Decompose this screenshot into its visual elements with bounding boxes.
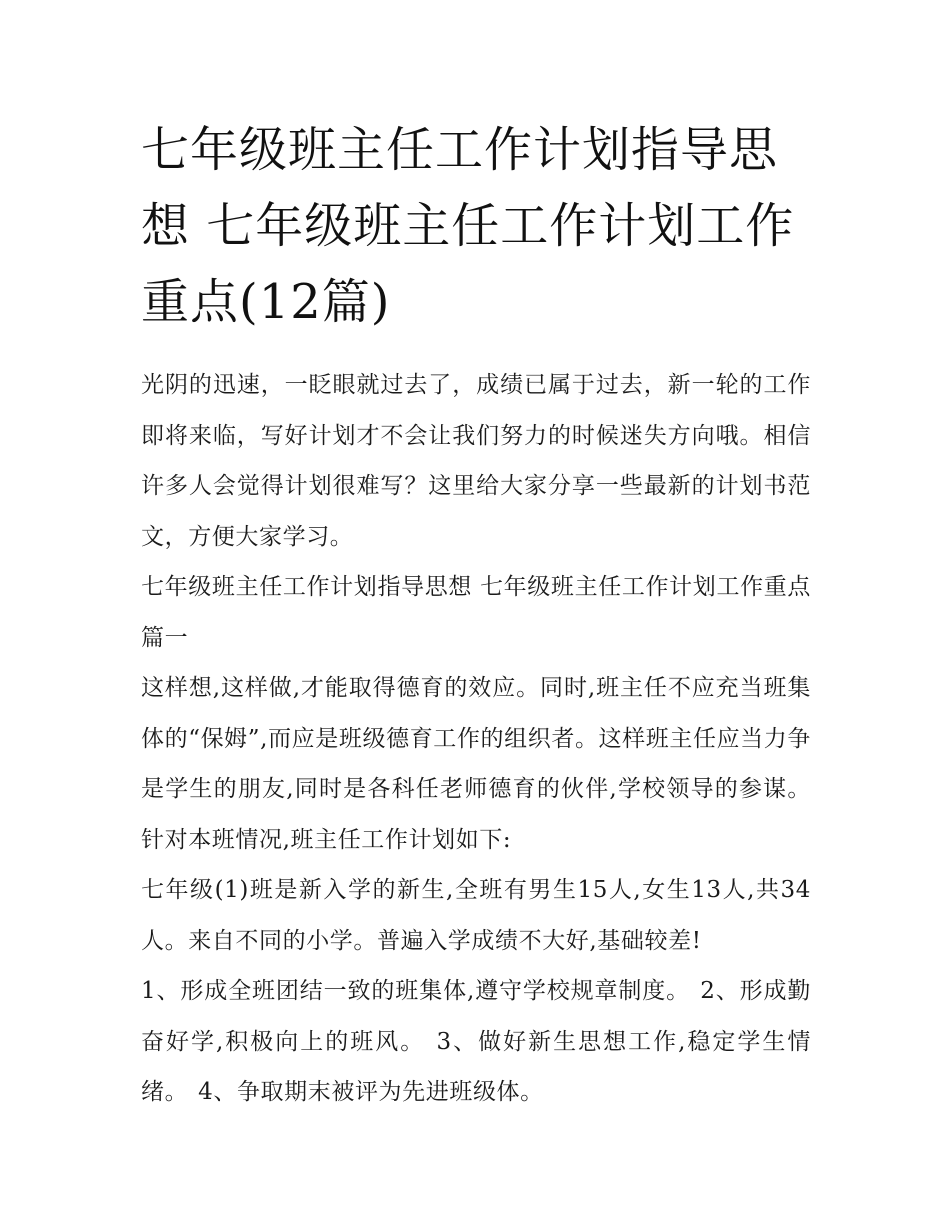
- section-heading: 七年级班主任工作计划指导思想 七年级班主任工作计划工作重点篇一: [141, 574, 811, 651]
- document-content: [141, 112, 811, 1118]
- intro-paragraph: 光阴的迅速，一眨眼就过去了，成绩已属于过去，新一轮的工作即将来临，写好计划才不会让我们努力的时候迷失方向哦。相信许多人会觉得计划很难写？这里给大家分享一些最新的计划书范文，方便大家学习。: [141, 372, 811, 550]
- body-paragraph: 这样想,这样做,才能取得德育的效应。同时,班主任不应充当班集体的“保姆”,而应是班级德育工作的组织者。这样班主任应当力争是学生的朋友,同时是各科任老师德育的伙伴,学校领导的参谋。针对本班情况,班主任工作计划如下:: [141, 675, 811, 853]
- document-title: 七年级班主任工作计划指导思想 七年级班主任工作计划工作重点(12篇): [141, 122, 795, 330]
- class-info-paragraph: 七年级(1)班是新入学的新生,全班有男生15人,女生13人,共34人。来自不同的小学。普遍入学成绩不大好,基础较差!: [141, 877, 811, 954]
- goals-paragraph: 1、形成全班团结一致的班集体,遵守学校规章制度。 2、形成勤奋好学,积极向上的班风。 3、做好新生思想工作,稳定学生情绪。 4、争取期末被评为先进班级体。: [141, 978, 811, 1105]
